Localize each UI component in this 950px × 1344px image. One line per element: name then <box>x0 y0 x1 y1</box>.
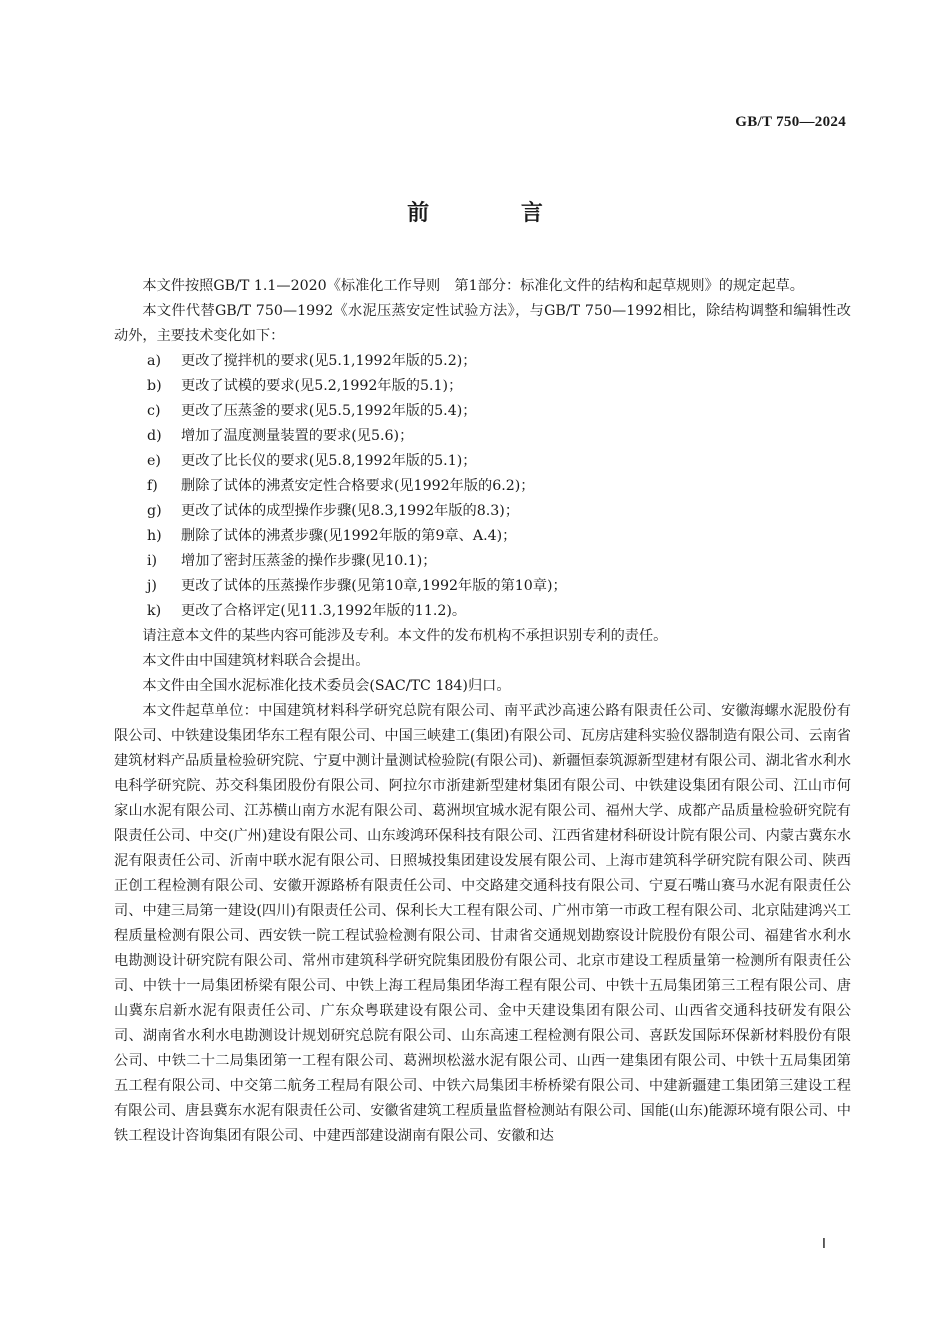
list-marker: c) <box>147 403 161 419</box>
list-item <box>114 399 851 424</box>
list-marker: b) <box>147 378 162 394</box>
standard-number: GB/T 750—2024 <box>735 114 846 130</box>
list-item <box>114 424 851 449</box>
replacement-paragraph: 本文件代替GB/T 750—1992《水泥压蒸安定性试验方法》，与GB/T 750—1992相比，除结构调整和编辑性改动外，主要技术变化如下： <box>114 303 851 344</box>
changes-list <box>114 349 851 624</box>
list-text: 增加了温度测量装置的要求(见5.6)； <box>181 428 414 444</box>
drafting-organizations: 本文件起草单位：中国建筑材料科学研究总院有限公司、南平武沙高速公路有限责任公司、安徽海螺水泥股份有限公司、中铁建设集团华东工程有限公司、中国三峡建工(集团)有限公司、瓦房店建科实验仪器制造有限公司、云南省建筑材料产品质量检验研究院、宁夏中测计量测试检验院(有限公司)、新疆恒泰筑源新型建材有限公司、湖北省水利水电科学研究院、苏交科集团股份有限公司、阿拉尔市浙建新型建材集团有限公司、中铁建设集团有限公司、江山市何家山水泥有限公司、江苏横山南方水泥有限公司、葛洲坝宜城水泥有限公司、福州大学、成都产品质量检验研究院有限责任公司、中交(广州)建设有限公司、山东竣鸿环保科技有限公司、江西省建材科研设计院有限公司、内蒙古冀东水泥有限责任公司、沂南中联水泥有限公司、日照城投集团建设发展有限公司、上海市建筑科学研究院有限公司、陕西正创工程检测有限公司、安徽开源路桥有限责任公司、中交路建交通科技有限公司、宁夏石嘴山赛马水泥有限责任公司、中建三局第一建设(四川)有限责任公司、保利长大工程有限公司、广州市第一市政工程有限公司、北京陆建鸿兴工程质量检测有限公司、西安铁一院工程试验检测有限公司、甘肃省交通规划勘察设计院股份有限公司、福建省水利水电勘测设计研究院有限公司、常州市建筑科学研究院集团股份有限公司、北京市建设工程质量第一检测所有限责任公司、中铁十一局集团桥梁有限公司、中铁上海工程局集团华海工程有限公司、中铁十五局集团第三工程有限公司、唐山冀东启新水泥有限责任公司、广东众粤联建设有限公司、金中天建设集团有限公司、山西省交通科技研发有限公司、湖南省水利水电勘测设计规划研究总院有限公司、山东高速工程检测有限公司、喜跃发国际环保新材料股份有限公司、中铁二十二局集团第一工程有限公司、葛洲坝松滋水泥有限公司、山西一建集团有限公司、中铁十五局集团第五工程有限公司、中交第二航务工程局有限公司、中铁六局集团丰桥桥梁有限公司、中建新疆建工集团第三建设工程有限公司、唐县冀东水泥有限责任公司、安徽省建筑工程质量监督检测站有限公司、国能(山东)能源环境有限公司、中铁工程设计咨询集团有限公司、中建西部建设湖南有限公司、安徽和达 <box>114 703 851 1144</box>
list-text: 更改了试体的压蒸操作步骤(见第10章,1992年版的第10章)； <box>181 578 567 594</box>
list-marker: k) <box>147 603 162 619</box>
list-text: 更改了比长仪的要求(见5.8,1992年版的5.1)； <box>181 453 477 469</box>
list-text: 更改了试模的要求(见5.2,1992年版的5.1)； <box>181 378 463 394</box>
proposer-statement: 本文件由中国建筑材料联合会提出。 <box>142 653 370 669</box>
committee-statement: 本文件由全国水泥标准化技术委员会(SAC/TC 184)归口。 <box>142 678 511 694</box>
list-text: 更改了压蒸釜的要求(见5.5,1992年版的5.4)； <box>181 403 477 419</box>
list-marker: h) <box>147 528 162 544</box>
list-text: 删除了试体的沸煮安定性合格要求(见1992年版的6.2)； <box>181 478 535 494</box>
list-text: 更改了搅拌机的要求(见5.1,1992年版的5.2)； <box>181 353 477 369</box>
list-marker: j) <box>147 578 157 594</box>
list-item <box>114 349 851 374</box>
list-item <box>114 599 851 624</box>
list-marker: a) <box>147 353 161 369</box>
list-text: 更改了合格评定(见11.3,1992年版的11.2)。 <box>181 603 467 619</box>
list-marker: i) <box>147 553 158 569</box>
list-item <box>114 449 851 474</box>
drafting-rule-paragraph: 本文件按照GB/T 1.1—2020《标准化工作导则 第1部分：标准化文件的结构和起草规则》的规定起草。 <box>142 278 804 294</box>
list-item <box>114 574 851 599</box>
list-text: 增加了密封压蒸釜的操作步骤(见10.1)； <box>181 553 437 569</box>
page-title: 前 言 <box>407 201 585 226</box>
list-item <box>114 499 851 524</box>
list-text: 删除了试体的沸煮步骤(见1992年版的第9章、A.4)； <box>181 528 517 544</box>
list-text: 更改了试体的成型操作步骤(见8.3,1992年版的8.3)； <box>181 503 520 519</box>
list-item <box>114 374 851 399</box>
list-item <box>114 549 851 574</box>
document-body <box>114 274 851 1149</box>
list-marker: e) <box>147 453 161 469</box>
list-marker: f) <box>147 478 158 494</box>
list-item <box>114 524 851 549</box>
list-marker: d) <box>147 428 162 444</box>
patent-notice: 请注意本文件的某些内容可能涉及专利。本文件的发布机构不承担识别专利的责任。 <box>142 628 668 644</box>
page-number: Ⅰ <box>821 1237 826 1252</box>
list-item <box>114 474 851 499</box>
list-marker: g) <box>147 503 162 519</box>
